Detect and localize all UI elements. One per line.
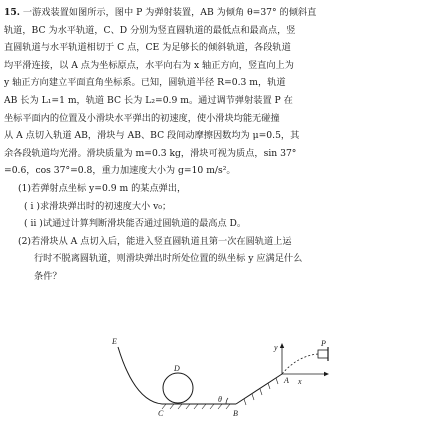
label-a: A: [284, 376, 289, 385]
incline-hatching: [244, 378, 278, 405]
y-axis-arrow: [280, 343, 284, 348]
problem-text: [4, 4, 418, 286]
label-y: y: [274, 343, 278, 352]
problem-line-7: 坐标平面内的位置及小滑块水平弹出的初速度，使小滑块均能无碰撞: [4, 112, 280, 124]
problem-line-3: 直圆轨道与水平轨道相切于 C 点，CE 为足够长的倾斜轨道，各段轨道: [4, 42, 291, 54]
part1-intro: (1)若弹射点坐标 y=0.9 m 的某点弹出，: [18, 182, 187, 194]
part2-line-3: 条件？: [34, 270, 62, 282]
problem-line-6: AB 长为 L₁=1 m，轨道 BC 长为 L₂=0.9 m。通过调节弹射装置 P 在: [4, 94, 293, 106]
track-diagram: [0, 330, 422, 443]
problem-number: 15.: [4, 7, 20, 18]
label-p: P: [321, 339, 326, 348]
label-d: D: [174, 364, 180, 373]
part1-sub-i: ( ⅰ )求滑块弹出时的初速度大小 v₀；: [24, 200, 172, 212]
label-c: C: [158, 409, 164, 418]
problem-line-8: 从 A 点切入轨道 AB，滑块与 AB、BC 段间动摩擦因数均为 μ=0.5，其: [4, 130, 300, 142]
part2-line-1: (2)若滑块从 A 点切入后，能进入竖直圆轨道且第一次在圆轨道上运: [18, 235, 292, 247]
label-theta: θ: [218, 395, 222, 404]
label-e: E: [112, 337, 117, 346]
x-axis-arrow: [324, 372, 329, 376]
problem-line-2: 轨道，BC 为水平轨道，C、D 分别为竖直圆轨道的最低点和最高点，竖: [4, 24, 296, 36]
vertical-circle-loop: [163, 373, 193, 403]
projectile-trajectory: [282, 354, 318, 374]
angle-arc: [226, 398, 228, 404]
part1-sub-ii: ( ⅱ )试通过计算判断滑块能否通过圆轨道的最高点 D。: [24, 218, 247, 230]
problem-line-9: 余各段轨道均光滑。滑块质量为 m=0.3 kg，滑块可视为质点，sin 37°: [4, 147, 297, 159]
problem-line-10: =0.6，cos 37°=0.8，重力加速度大小为 g=10 m/s²。: [4, 165, 236, 177]
curved-track-ce: [118, 347, 162, 404]
ground-hatching: [162, 404, 230, 409]
inclined-track-ab: [236, 374, 282, 404]
problem-line-5: y 轴正方向建立平面直角坐标系。已知，圆轨道半径 R=0.3 m，轨道: [4, 77, 286, 89]
problem-line-1: 15. 一游戏装置如图所示，图中 P 为弹射装置，AB 为倾角 θ=37° 的倾斜直: [4, 7, 317, 18]
problem-line-4: 均平滑连接，以 A 点为坐标原点，水平向右为 x 轴正方向，竖直向上为: [4, 59, 294, 71]
part2-line-2: 行时不脱离圆轨道，则滑块弹出时所处位置的纵坐标 y 应满足什么: [34, 253, 303, 265]
launcher-p: [318, 350, 328, 358]
label-x: x: [298, 377, 302, 386]
label-b: B: [233, 409, 238, 418]
